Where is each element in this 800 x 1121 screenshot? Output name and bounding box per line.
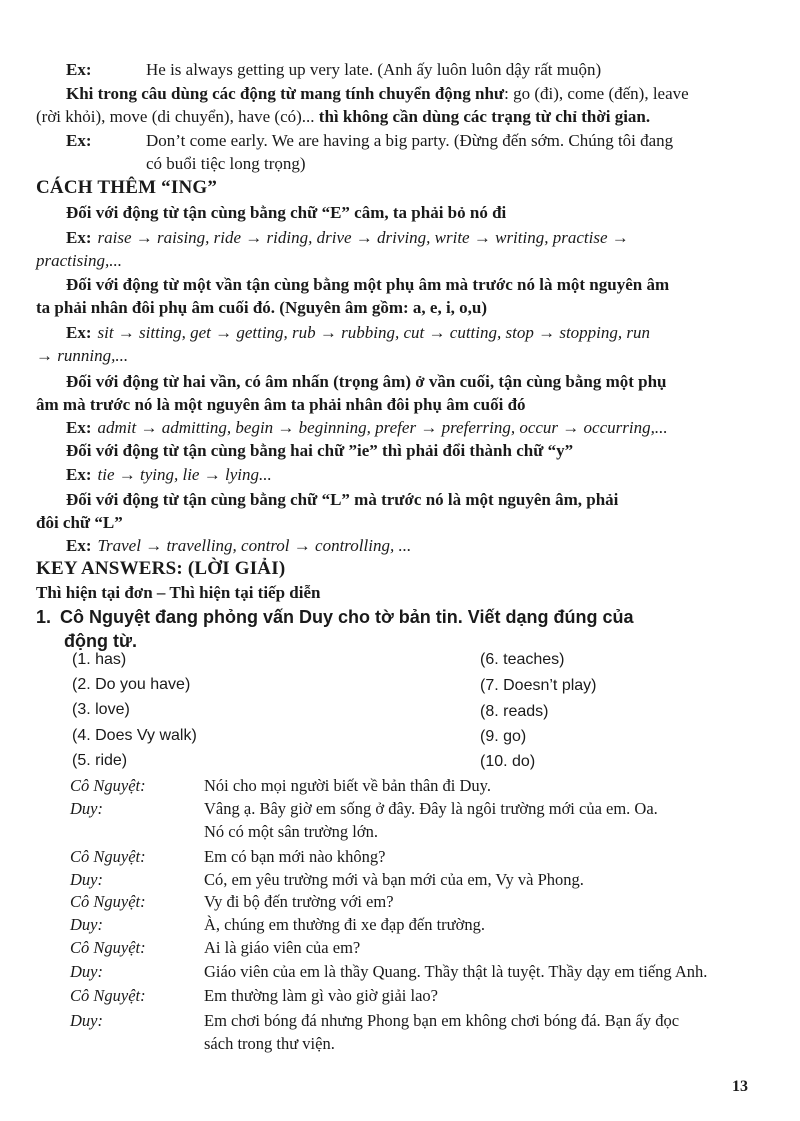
ing-example-4 (66, 463, 752, 486)
speaker: Cô Nguyệt: (70, 892, 146, 911)
ing-rule-two-syllable-line1: Đối với động từ hai vần, có âm nhấn (trọng âm) ở vần cuối, tận cùng bằng một phụ (66, 372, 667, 391)
utterance: Giáo viên của em là thầy Quang. Thầy thật là tuyệt. Thầy dạy em tiếng Anh. (204, 962, 708, 981)
speaker: Cô Nguyệt: (70, 986, 146, 1005)
answer-7: (7. Doesn’t play) (480, 677, 597, 694)
utterance: Vy đi bộ đến trường với em? (204, 892, 394, 911)
utterance: Em thường làm gì vào giờ giải lao? (204, 986, 438, 1005)
ing-example-2-cont: → running,... (36, 346, 129, 365)
ing-example-3 (66, 416, 752, 439)
answer-8: (8. reads) (480, 703, 549, 720)
exercise-text-line2: động từ. (64, 631, 138, 651)
answer-2: (2. Do you have) (72, 676, 191, 693)
example-label: Ex: (66, 323, 92, 342)
ing-heading: CÁCH THÊM “ING” (36, 177, 218, 198)
example-label: Ex: (66, 131, 92, 150)
speaker: Duy: (70, 870, 103, 889)
speaker: Duy: (70, 915, 103, 934)
speaker: Cô Nguyệt: (70, 776, 146, 795)
answer-3: (3. love) (72, 701, 130, 718)
ing-rule-l-line2: đôi chữ “L” (36, 513, 123, 532)
answer-1: (1. has) (72, 651, 127, 668)
utterance: Em có bạn mới nào không? (204, 847, 386, 866)
ing-example-2 (66, 321, 752, 344)
page-number: 13 (732, 1078, 748, 1095)
example-words: raise → raising, ride → riding, drive → driving, write → writing, practise → (97, 228, 629, 247)
note-rest: : go (đi), come (đến), leave (504, 84, 689, 103)
tense-subheading: Thì hiện tại đơn – Thì hiện tại tiếp diễn (36, 583, 321, 602)
ing-rule-ie: Đối với động từ tận cùng bằng hai chữ ”ie” thì phải đổi thành chữ “y” (66, 441, 574, 460)
ing-rule-two-syllable-line2: âm mà trước nó là một nguyên âm ta phải nhân đôi phụ âm cuối đó (36, 395, 526, 414)
note-bold: Khi trong câu dùng các động từ mang tính chuyển động như (66, 84, 505, 103)
movement-verbs-note-line2 (36, 105, 752, 128)
ing-rule-one-syllable-line2: ta phải nhân đôi phụ âm cuối đó. (Nguyên âm gồm: a, e, i, o,u) (36, 298, 488, 317)
example-label: Ex: (66, 418, 92, 437)
utterance: À, chúng em thường đi xe đạp đến trường. (204, 915, 485, 934)
example-words: sit → sitting, get → getting, rub → rubbing, cut → cutting, stop → stopping, run (97, 323, 651, 342)
utterance: Em chơi bóng đá nhưng Phong bạn em không chơi bóng đá. Bạn ấy đọc (204, 1011, 680, 1030)
answer-9: (9. go) (480, 728, 527, 745)
utterance-cont: Nó có một sân trường lớn. (204, 822, 378, 841)
speaker: Cô Nguyệt: (70, 938, 146, 957)
note-bold-end: thì không cần dùng các trạng từ chỉ thời gian. (314, 107, 651, 126)
utterance: Ai là giáo viên của em? (204, 938, 361, 957)
answer-6: (6. teaches) (480, 651, 565, 668)
answer-5: (5. ride) (72, 752, 128, 769)
example-words: Travel → travelling, control → controlling, ... (97, 536, 412, 555)
exercise-text-line1: Cô Nguyệt đang phỏng vấn Duy cho tờ bản tin. Viết dạng đúng của (60, 607, 634, 627)
utterance: Nói cho mọi người biết về bản thân đi Duy. (204, 776, 491, 795)
speaker: Duy: (70, 962, 103, 981)
speaker: Cô Nguyệt: (70, 847, 146, 866)
utterance: Có, em yêu trường mới và bạn mới của em, Vy và Phong. (204, 870, 584, 889)
example-words: tie → tying, lie → lying... (97, 465, 272, 484)
exercise-1-instruction (36, 606, 752, 654)
example-text-line2: có buổi tiệc long trọng) (146, 154, 306, 173)
example-text-line1: Don’t come early. We are having a big party. (Đừng đến sớm. Chúng tôi đang (146, 131, 674, 150)
ing-example-1-cont: practising,... (36, 251, 122, 270)
ing-example-1 (66, 226, 752, 249)
ing-rule-one-syllable-line1: Đối với động từ một vần tận cùng bằng một phụ âm mà trước nó là một nguyên âm (66, 275, 670, 294)
exercise-number: 1. (36, 607, 52, 627)
ing-example-5 (66, 534, 752, 557)
utterance-cont: sách trong thư viện. (204, 1034, 335, 1053)
speaker: Duy: (70, 1011, 103, 1030)
movement-verbs-note-line1 (66, 82, 752, 105)
note-plain: (rời khỏi), move (di chuyển), have (có)... (36, 107, 315, 126)
example-text: He is always getting up very late. (Anh ấy luôn luôn dậy rất muộn) (146, 60, 602, 79)
example-label: Ex: (66, 60, 92, 79)
key-answers-heading: KEY ANSWERS: (LỜI GIẢI) (36, 558, 286, 579)
example-label: Ex: (66, 465, 92, 484)
answer-10: (10. do) (480, 753, 536, 770)
example-label: Ex: (66, 536, 92, 555)
example-label: Ex: (66, 228, 92, 247)
speaker: Duy: (70, 799, 103, 818)
example-words: admit → admitting, begin → beginning, prefer → preferring, occur → occurring,... (97, 418, 668, 437)
utterance: Vâng ạ. Bây giờ em sống ở đây. Đây là ngôi trường mới của em. Oa. (204, 799, 658, 818)
ing-rule-silent-e: Đối với động từ tận cùng bằng chữ “E” câm, ta phải bỏ nó đi (66, 203, 507, 222)
ing-rule-l-line1: Đối với động từ tận cùng bằng chữ “L” mà trước nó là một nguyên âm, phải (66, 490, 619, 509)
answer-4: (4. Does Vy walk) (72, 727, 197, 744)
